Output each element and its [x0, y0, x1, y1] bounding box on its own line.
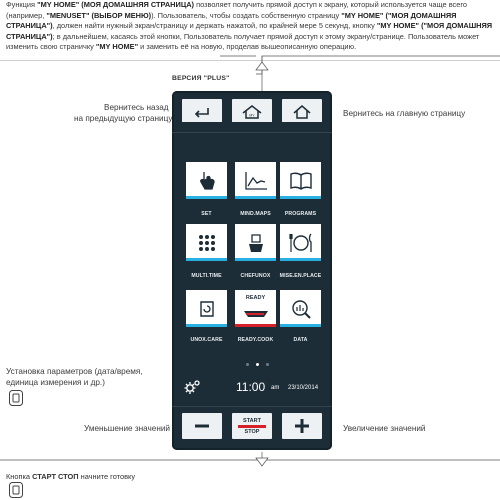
- settings-gear-icon[interactable]: [184, 379, 202, 395]
- tile-label: READY.COOK: [237, 337, 274, 343]
- home-button-bar: [282, 122, 322, 125]
- panel-divider-bottom: [172, 406, 332, 407]
- tile-bar: [235, 258, 276, 261]
- intro-bold: "MY HOME": [95, 42, 139, 52]
- clock-date: 23/10/2014: [288, 385, 319, 391]
- intro-text: и заменить её на новую, проделав вышеописанную операцию.: [140, 42, 357, 52]
- tile-bar: [186, 324, 227, 327]
- cutlery-icon: [289, 232, 313, 254]
- intro-bold: "MY HOME" ("МОЯ ДОМАШНЯЯ СТРАНИЦА"): [6, 10, 457, 31]
- tile-chefunox[interactable]: [235, 224, 276, 261]
- callout-back-line1: Вернитесь назад: [104, 103, 169, 112]
- tile-label: SET: [201, 211, 212, 217]
- tile-bar: [280, 258, 321, 261]
- footer-bold: СТАРТ СТОП: [32, 472, 79, 481]
- page-dot[interactable]: [266, 363, 269, 366]
- ready-text: READY: [245, 295, 266, 301]
- tile-programs[interactable]: [280, 162, 321, 199]
- tap-icon: [9, 482, 23, 498]
- back-arrow-icon: [193, 106, 211, 118]
- tile-bar: [186, 258, 227, 261]
- increase-button[interactable]: [282, 413, 322, 439]
- tile-bar: [280, 324, 321, 327]
- my-home-button-bar: [232, 122, 272, 125]
- tap-icon: [9, 390, 23, 406]
- tile-mise-en-place[interactable]: [280, 224, 321, 261]
- my-home-icon: [241, 105, 263, 119]
- tile-label: DATA: [293, 337, 308, 343]
- start-label: START: [243, 417, 261, 424]
- tile-label: MIND.MAPS: [240, 211, 271, 217]
- panel-divider-top: [172, 132, 332, 133]
- clock-ampm: am: [271, 385, 280, 391]
- intro-text: позволяет получить прямой доступ к экрану, который используется чаще всего (например,: [6, 0, 467, 20]
- tile-bar-red: [235, 324, 276, 327]
- decrease-button[interactable]: [182, 413, 222, 439]
- tile-label: MULTI.TIME: [191, 273, 222, 279]
- intro-bold: "MY HOME" (МОЯ ДОМАШНЯЯ СТРАНИЦА): [37, 0, 195, 9]
- back-button-bar: [182, 122, 222, 125]
- intro-bold: "MENUSET" (ВЫБОР МЕНЮ): [46, 10, 152, 20]
- section-divider: [0, 60, 500, 61]
- book-icon: [289, 172, 313, 190]
- tile-label: MISE.EN.PLACE: [279, 273, 322, 279]
- svg-text:MY: MY: [249, 113, 255, 118]
- hand-touch-icon: [197, 170, 217, 192]
- keypad-icon: [197, 233, 217, 253]
- footer-suffix: начните готовку: [80, 472, 136, 481]
- footer-prefix: Кнопка: [6, 472, 31, 481]
- callout-settings-line1: Установка параметров (дата/время,: [6, 367, 143, 376]
- home-icon: [292, 105, 312, 119]
- callout-decrease: Уменьшение значений: [84, 424, 170, 433]
- tile-multi-time[interactable]: [186, 224, 227, 261]
- tile-label: CHEFUNOX: [240, 273, 271, 279]
- stop-label: STOP: [244, 428, 260, 435]
- tile-bar: [186, 196, 227, 199]
- start-stop-button[interactable]: [232, 413, 272, 439]
- graph-line-icon: [244, 171, 268, 191]
- clock-time: 11:00: [236, 380, 266, 394]
- callout-settings-line2: единица измерения и др.): [6, 378, 105, 387]
- my-home-button[interactable]: [232, 99, 272, 125]
- callout-back-line2: на предыдущую страницу: [74, 114, 173, 123]
- page-dot-active[interactable]: [256, 363, 259, 366]
- page-dot[interactable]: [246, 363, 249, 366]
- ready-cook-icon: [242, 307, 270, 319]
- tile-data[interactable]: [280, 290, 321, 327]
- intro-paragraph: [6, 0, 494, 53]
- chef-hat-icon: [247, 232, 265, 254]
- callout-increase: Увеличение значений: [343, 424, 426, 433]
- tile-bar: [280, 196, 321, 199]
- plus-icon: [295, 419, 309, 433]
- tile-mind-maps[interactable]: [235, 162, 276, 199]
- data-magnifier-icon: [290, 298, 312, 320]
- version-label: ВЕРСИЯ "PLUS": [172, 75, 230, 82]
- footer-note: [6, 472, 135, 481]
- oven-care-icon: [197, 299, 217, 319]
- tile-bar: [235, 196, 276, 199]
- tile-label: UNOX.CARE: [190, 337, 223, 343]
- back-button[interactable]: [182, 99, 222, 125]
- intro-text: , должен найти нужный экран/страницу и держать нажатой, по крайней мере 5 секунд, кнопку: [52, 21, 375, 31]
- tile-unox-care[interactable]: [186, 290, 227, 327]
- home-button[interactable]: [282, 99, 322, 125]
- intro-text: Функция: [6, 0, 35, 9]
- intro-text: ). Пользователь, чтобы создать собственную страницу: [151, 10, 340, 20]
- callout-back: [104, 102, 168, 113]
- control-panel: [172, 91, 332, 450]
- minus-icon: [195, 424, 209, 428]
- intro-text: ; в дальнейшем, касаясь этой кнопки, Пользователь получает прямой доступ к этому экрану/странице. Пользователь может изменить свою страничку: [6, 31, 480, 52]
- tile-set[interactable]: [186, 162, 227, 199]
- tile-ready-cook[interactable]: [235, 290, 276, 327]
- callout-home: Вернитесь на главную страницу: [343, 109, 466, 118]
- start-stop-red-line: [238, 425, 266, 428]
- tile-label: PROGRAMS: [284, 211, 317, 217]
- intro-bold: "MY HOME" ("МОЯ ДОМАШНЯЯ СТРАНИЦА"): [6, 21, 493, 41]
